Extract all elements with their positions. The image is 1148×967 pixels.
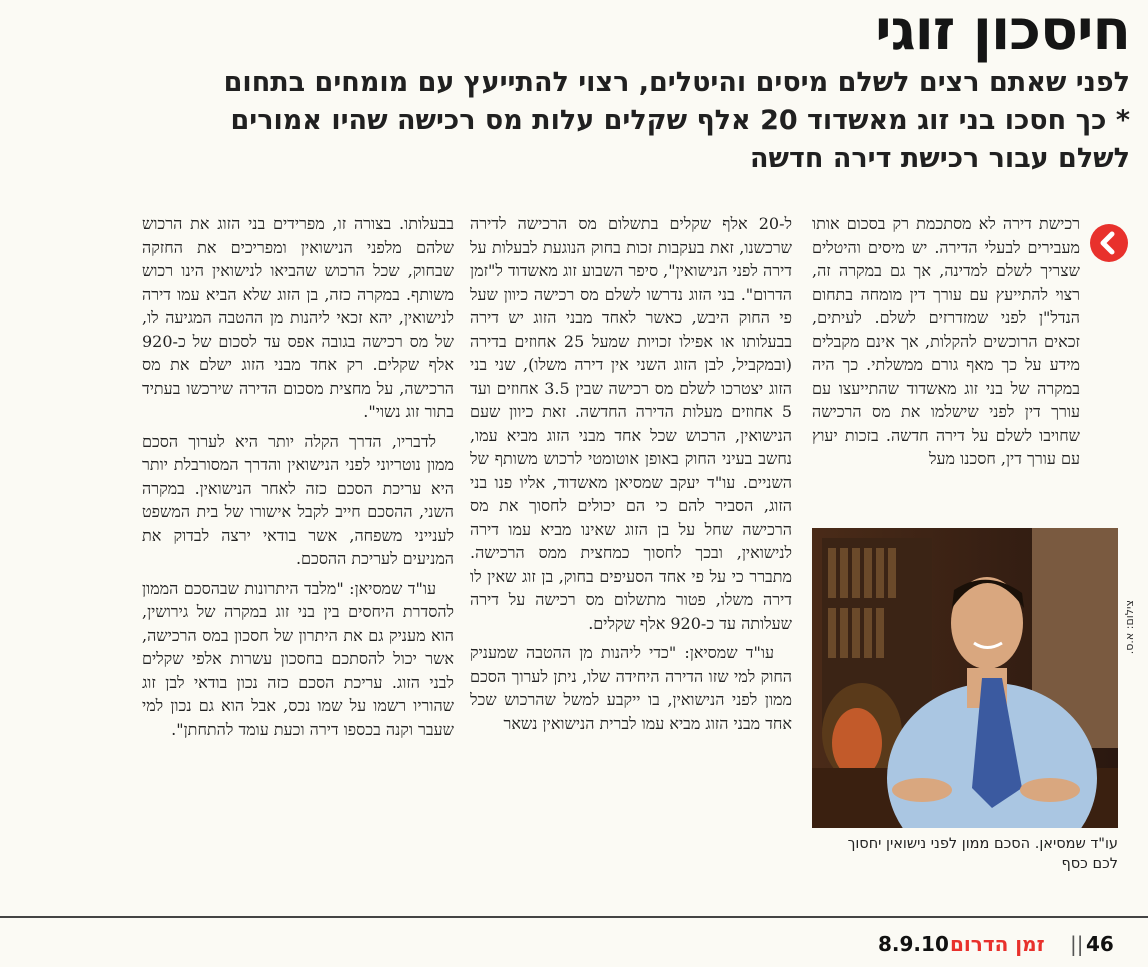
column-3-paragraph: עו"ד שמסיאן: "מלבד היתרונות שבהסכם הממון להסדרת היחסים בין בני זוג במקרה של גירושין, הוא מעניק גם את היתרון של חסכון במס הרכישה, אשר יכול להסתכם בחסכון עשרות אלפי שקלים לבני הזוג. עריכת הסכם כזה נכון בודאי לבן זוג שהוריו רשמו על שמו נכס, אבל הוא גם נכון למי שעבר וקנה בכספו דירה וכעת עומד להתחתן". [142,578,454,739]
publication-name: זמן הדרום [950,932,1045,956]
column-3-paragraph: לדבריו, הדרך הקלה יותר היא לערוך הסכם ממון נוטריוני לפני הנישואין והדרך המסורבלת יותר היא עריכת הסכם כזה לאחר הנישואין. במקרה השני, ההסכם חייב לקבל אישורו של בית המשפט לענייני משפחה, אשר בודאי ירצה לבדוק את המניעים לעריכת ההסכם. [142,431,454,568]
left-chevron-icon [1090,224,1128,262]
page-number: 46 [1086,932,1114,956]
article-column-3 [142,212,454,852]
column-3-paragraph: בבעלותו. בצורה זו, מפרידים בני הזוג את הרכוש שלהם מלפני הנישואין ומפריכים את החזקה שבחוק, שכל הרכוש שהביאו לנישואין הינו רכוש משותף. במקרה כזה, בן הזוג שלא הביא עמו דירה לנישואין, יהא זכאי ליהנות מן ההטבה המגיעה לו, של מס רכישה בגובה אפס עד לסכום של כ-920 אלף שקלים. רק אחד מבני הזוג ישלם את מס הרכישה, על מחצית מסכום הדירה שירכשו בעתיד בתור זוג נשוי". [142,214,454,421]
footer-divider: || [1070,932,1084,956]
article-column-2 [470,212,792,902]
column-2-paragraph: ל-20 אלף שקלים בתשלום מס הרכישה לדירה שרכשנו, זאת בעקבות זכות בחוק הנוגעת לבעלות על דירה לפני הנישואין", סיפר השבוע זוג מאשדוד ל"זמן הדרום". בני הזוג נדרשו לשלם מס רכישה כיוון שעל פי החוק היבש, כאשר לאחד מבני הזוג יש דירה בבעלותו או אפילו זכויות שמעל 25 אחוזים בדירה (ובמקביל, לבן הזוג השני אין דירה משלו), שני בני הזוג יצטרכו לשלם מס רכישה שבין 3.5 אחוזים ועד 5 אחוזים מעלות הדירה החדשה. זאת כיוון שעם הנישואין, הרכוש שכל אחד מבני הזוג מביא עמו, נחשב בעיני החוק באופן אוטומטי לרכוש משותף של השניים. עו"ד יעקב שמסיאן מאשדוד, אליו פנו בני הזוג, הסביר להם כי הם יכולים לחסוך את מס הרכישה שחל על בן הזוג שאינו מביא עמו דירה לנישואין, ובכך לחסוך כמחצית ממס הרכישה. מתברר כי על פי אחד הסעיפים בחוק, בן זוג שאין לו דירה משלו, פטור מתשלום מס רכישה על דירה שעלותה עד כ-920 אלף שקלים. [470,214,792,633]
issue-date: 8.9.10 [878,932,949,956]
subtitle-line-1: לפני שאתם רצים לשלם מיסים והיטלים, רצוי להתייעץ עם מומחים בתחום [223,67,1130,98]
footer-rule [0,916,1148,918]
article-column-1 [812,212,1080,512]
subtitle-line-3: לשלם עבור רכישת דירה חדשה [749,143,1130,174]
lawyer-photo [812,528,1118,828]
column-2-paragraph: עו"ד שמסיאן: "כדי ליהנות מן ההטבה שמעניק החוק למי שזו הדירה היחידה שלו, ניתן לערוך הסכם ממון לפני הנישואין, בו ייקבע למשל שהרכוש שכל אחד מבני הזוג מביא עמו לברית הנישואין נשאר [470,643,792,733]
subtitle-line-2: * כך חסכו בני זוג מאשדוד 20 אלף שקלים עלות מס רכישה שהיו אמורים [230,105,1130,136]
article-title: חיסכון זוגי [875,0,1130,63]
column-1-paragraph: רכישת דירה לא מסתכמת רק בסכום אותו מעבירים לבעלי הדירה. יש מיסים והיטלים שצריך לשלם למדינה, אך גם במקרה זה, רצוי להתייעץ עם עורך דין מומחה בתחום הנדל"ן לפני שמזדרזים לשלם. לעיתים, זכאים הרוכשים להקלות, אך אינם מקבלים מידע על כך מאף גורם ממשלתי. כך היה במקרה של בני זוג מאשדוד שהתייעצו עם עורך דין לפני שישלמו את מס הרכישה שחויבו לשלם על דירה חדשה. בזכות יעוץ עם עורך דין, חסכנו מעל [812,214,1080,468]
photo-caption: עו"ד שמסיאן. הסכם ממון לפני נישואין יחסוך לכם כסף [847,836,1118,872]
photo-credit: צילום: א.ס. [1123,600,1136,655]
